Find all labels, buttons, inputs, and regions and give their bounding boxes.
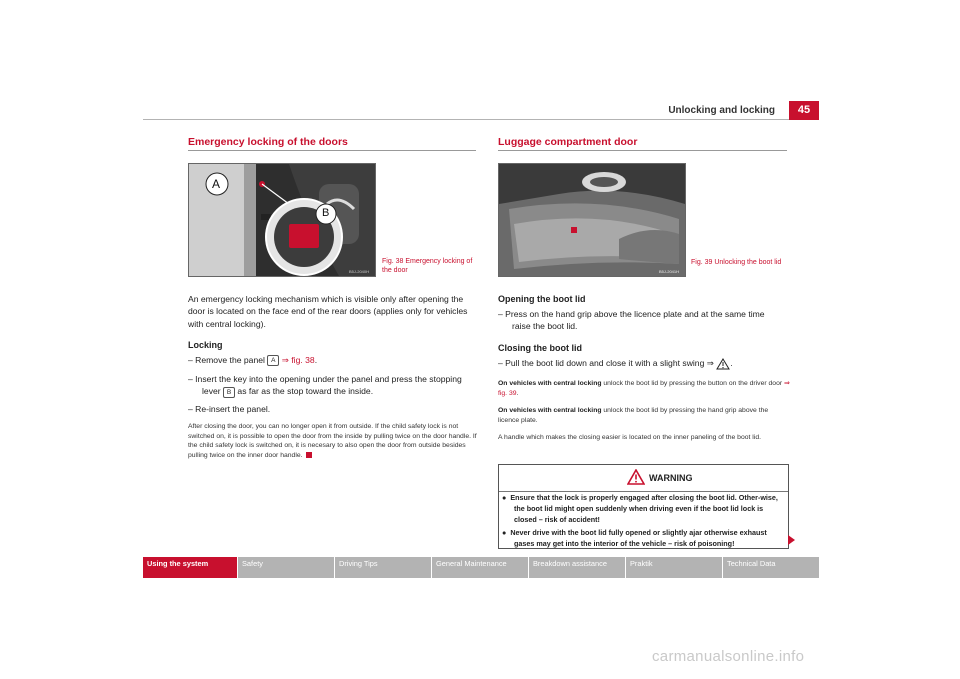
warning-box: [498, 464, 789, 549]
opening-step-line1: – Press on the hand grip above the licence plate and at the same time: [498, 309, 765, 319]
figure-38-caption: Fig. 38 Emergency locking of the door: [382, 258, 473, 274]
step1-figure-link[interactable]: ⇒ fig. 38: [281, 355, 315, 365]
door-panel-illustration: [499, 164, 685, 276]
locking-step-3: – Re-insert the panel.: [188, 404, 271, 414]
handle-note: A handle which makes the closing easier is located on the inner paneling of the boot lid.: [498, 434, 761, 441]
step1-end: .: [314, 355, 318, 365]
note2-bold: On vehicles with central locking: [498, 407, 602, 414]
end-of-section-marker: [306, 452, 312, 458]
locking-subheading: Locking: [188, 340, 223, 350]
callout-a-label: A: [212, 177, 221, 191]
bullet-icon: ●: [502, 528, 511, 537]
chapter-tab-bar: [143, 557, 819, 578]
tab-technical-data[interactable]: Technical Data: [727, 559, 776, 568]
bullet-icon: ●: [502, 493, 511, 502]
tab-safety[interactable]: Safety: [238, 557, 335, 578]
page-number: 45: [789, 101, 819, 120]
closing-boot-step: [498, 357, 790, 370]
locking-step-2: [188, 373, 480, 398]
step1-panel-label: A: [267, 355, 279, 366]
child-lock-note: [188, 422, 478, 460]
step1-text: – Remove the panel: [188, 355, 265, 365]
figure-39-image: [498, 163, 686, 277]
figure-39-caption: Fig. 39 Unlocking the boot lid: [691, 259, 782, 266]
opening-boot-step: [498, 308, 790, 333]
opening-boot-subheading: Opening the boot lid: [498, 294, 586, 304]
tab-general-maintenance[interactable]: General Maintenance: [432, 557, 529, 578]
note2-text: unlock the boot lid by pressing the hand grip above the licence plate.: [498, 407, 769, 424]
warning-item-1: [502, 492, 785, 525]
warning-triangle-icon[interactable]: [716, 358, 733, 370]
section-title-emergency-locking: Emergency locking of the doors: [188, 136, 476, 151]
child-lock-note-text: After closing the door, you can no longer open it from outside. If the child safety lock is not switched on, it is possible to open the door from the inside by pulling twice on the door handle. If the child safety lock is switched on, it is necesary to also open the door from outside besides pulling twice on the inner door handle.: [188, 423, 477, 459]
step2-lever-word: lever: [202, 386, 221, 397]
tab-breakdown-assistance[interactable]: Breakdown assistance: [529, 557, 626, 578]
warning-body: [502, 492, 785, 549]
step2-line2: [188, 385, 480, 397]
page-header: [143, 101, 819, 120]
next-page-arrow-icon[interactable]: [788, 535, 795, 545]
central-locking-note-1: [498, 379, 790, 398]
warning-header: [499, 465, 788, 492]
figure-38-image: [188, 163, 376, 277]
figure-code: B5J-2041H: [659, 269, 680, 274]
warning-title: WARNING: [649, 473, 693, 483]
warning-item-2: [502, 527, 785, 549]
warning-triangle-icon: [627, 469, 645, 485]
figure-code: B5J-2040H: [349, 269, 370, 274]
step2-line1: – Insert the key into the opening under the panel and press the stopping: [188, 374, 462, 384]
note1-bold: On vehicles with central locking: [498, 380, 602, 387]
tab-driving-tips[interactable]: Driving Tips: [335, 557, 432, 578]
watermark: carmanualsonline.info: [652, 648, 805, 665]
section-title-luggage: Luggage compartment door: [498, 136, 787, 151]
step2-post: as far as the stop toward the inside.: [237, 386, 374, 397]
central-locking-note-2: [498, 406, 790, 425]
warning-item-1-text: Ensure that the lock is properly engaged after closing the boot lid. Other-wise, the boot lid might open suddenly when driving even if the boot lid lock is closed – risk of accident!: [510, 493, 778, 524]
note1-end: .: [516, 389, 519, 397]
locking-step-1: [188, 354, 478, 366]
opening-step-line2: raise the boot lid.: [512, 321, 578, 332]
step2-lever-label: B: [223, 387, 235, 398]
callout-b-label: B: [322, 207, 330, 219]
note1-figure-link[interactable]: ⇒ fig. 39: [498, 380, 790, 397]
header-title: Unlocking and locking: [668, 105, 775, 116]
closing-step-end: .: [730, 358, 733, 368]
closing-boot-subheading: Closing the boot lid: [498, 343, 582, 353]
tab-using-the-system[interactable]: Using the system: [143, 557, 238, 578]
warning-item-2-text: Never drive with the boot lid fully opened or slightly ajar otherwise exhaust gases may get into the interior of the vehicle – risk of poisoning!: [510, 528, 767, 548]
intro-paragraph: An emergency locking mechanism which is visible only after opening the door is located on the face end of the rear doors (applies only for vehicles with central locking).: [188, 294, 468, 329]
note1-text: unlock the boot lid by pressing the button on the driver door: [601, 380, 784, 387]
closing-step-text: – Pull the boot lid down and close it with a slight swing ⇒: [498, 358, 714, 368]
tab-praktik[interactable]: Praktik: [626, 557, 723, 578]
